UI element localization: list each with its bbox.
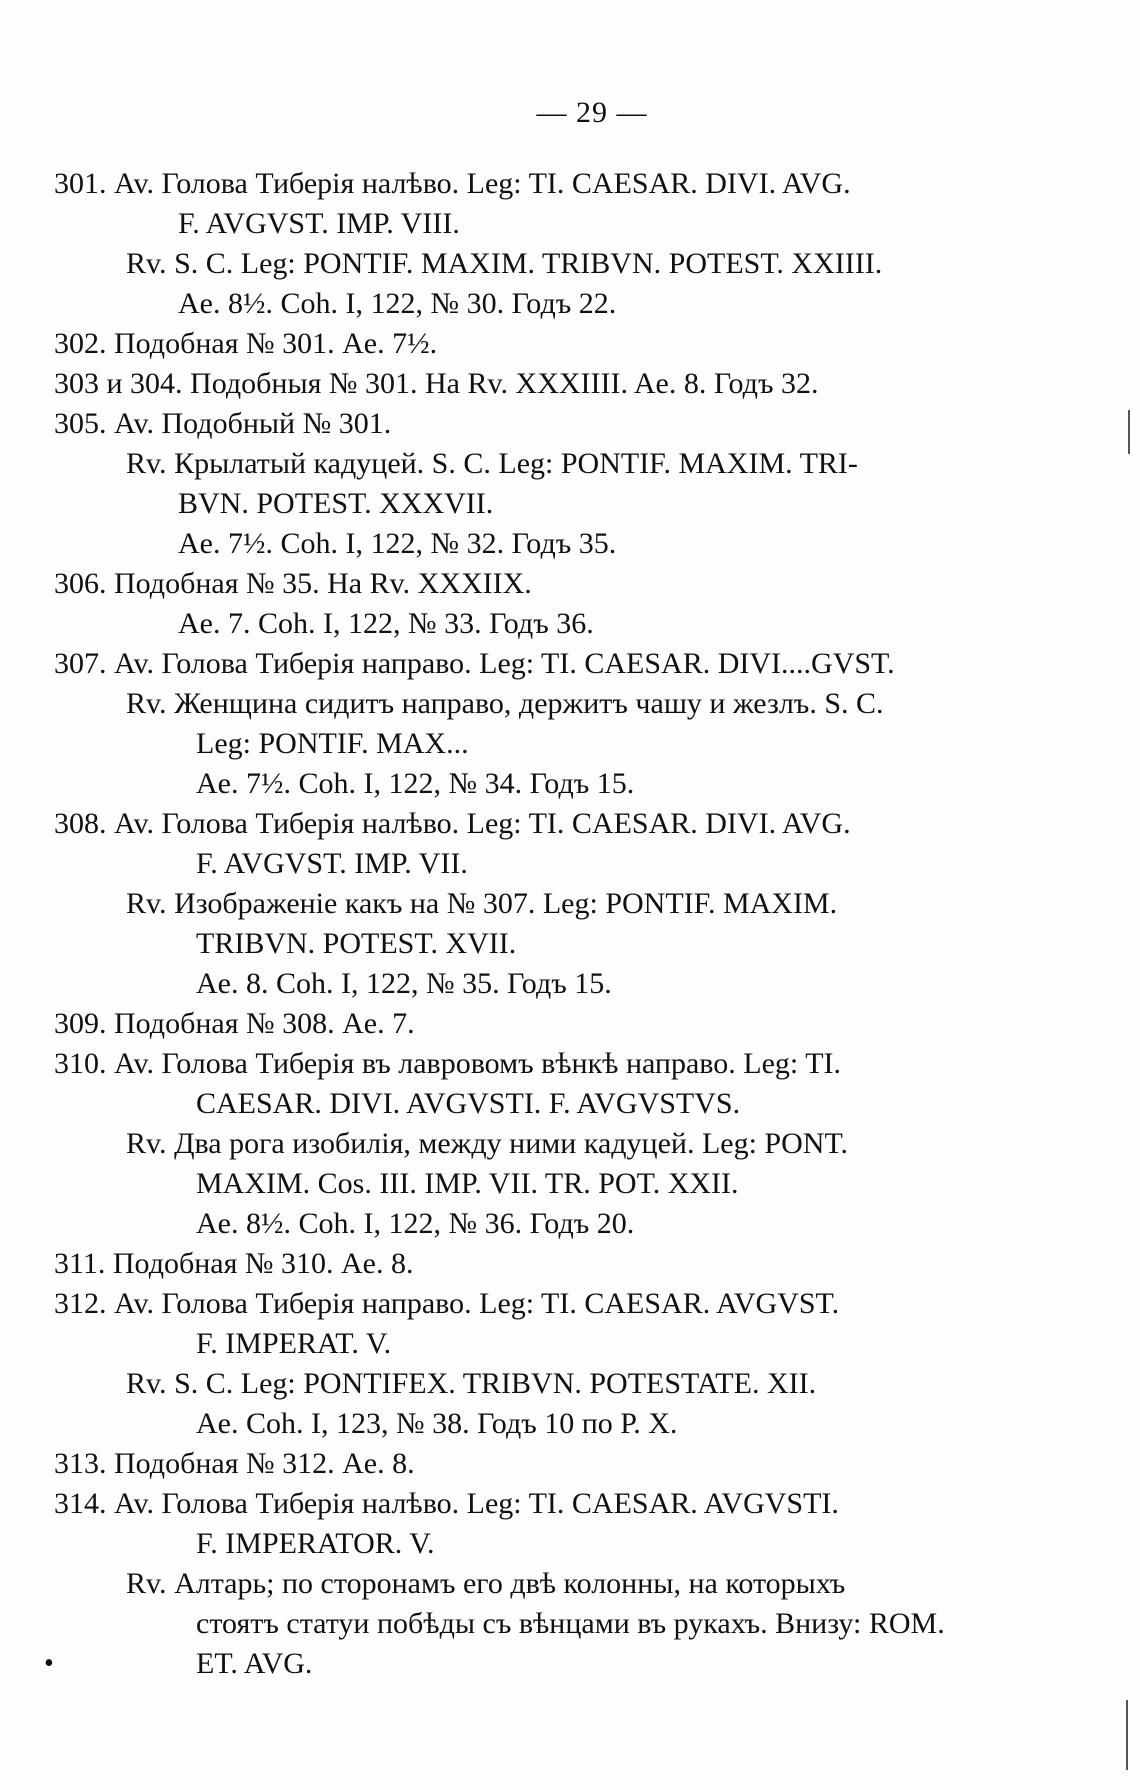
line-text: Ae. 7½. Coh. I, 122, № 32. Годъ 35. (178, 527, 617, 560)
line-text: Два рога изобилія, между ними кадуцей. Leg: PONT. (174, 1127, 849, 1160)
line-text: и 304. Подобныя № 301. На Rv. XXXIIII. Ae. 8. Годъ 32. (106, 367, 819, 400)
entry-line (196, 1166, 739, 1202)
entry-line (196, 926, 516, 962)
entry-line (196, 966, 612, 1002)
entry-number: 309. (54, 1007, 107, 1040)
line-text: BVN. POTEST. XXXVII. (178, 487, 494, 520)
line-text: Голова Тиберія налѣво. Leg: TI. CAESAR. DIVI. AVG. (161, 167, 851, 200)
entry-line (54, 406, 391, 442)
scan-edge-mark (1128, 410, 1130, 454)
entry-line (54, 166, 851, 202)
line-text: Голова Тиберія направо. Leg: TI. CAESAR. AVGVST. (161, 1287, 840, 1320)
line-text: Ae. Coh. I, 123, № 38. Годъ 10 по Р. X. (196, 1407, 678, 1440)
line-text: F. AVGVST. IMP. VIII. (178, 207, 460, 240)
entry-line (178, 286, 616, 322)
line-text: Ae. 7. Coh. I, 122, № 33. Годъ 36. (178, 607, 594, 640)
coin-side: Av. (114, 807, 154, 840)
coin-side: Av. (114, 1287, 154, 1320)
line-text: Голова Тиберія налѣво. Leg: TI. CAESAR. DIVI. AVG. (161, 807, 851, 840)
entry-number: 308. (54, 807, 107, 840)
entry-number: 306. (54, 567, 107, 600)
line-text: Подобная № 301. Ae. 7½. (114, 327, 438, 360)
entry-number: 314. (54, 1487, 107, 1520)
line-text: F. IMPERATOR. V. (196, 1527, 435, 1560)
entry-line (196, 726, 469, 762)
entry-line (54, 566, 532, 602)
entry-line (54, 1286, 839, 1322)
line-text: Голова Тиберія въ лавровомъ вѣнкѣ направо. Leg: TI. (161, 1047, 842, 1080)
entry-number: 313. (54, 1447, 107, 1480)
line-text: Ae. 8. Coh. I, 122, № 35. Годъ 15. (196, 967, 612, 1000)
entry-line (196, 1526, 435, 1562)
entry-number: 310. (54, 1047, 107, 1080)
entry-line (54, 806, 851, 842)
entry-line (196, 846, 468, 882)
line-text: TRIBVN. POTEST. XVII. (196, 927, 517, 960)
entry-number: 303 (54, 367, 99, 400)
coin-side: Rv. (126, 1567, 167, 1600)
line-text: Подобная № 312. Ae. 8. (114, 1447, 415, 1480)
coin-side: Rv. (126, 447, 167, 480)
line-text: MAXIM. Cos. III. IMP. VII. TR. POT. XXII. (196, 1167, 739, 1200)
entry-line (196, 1326, 391, 1362)
scan-speck: • (44, 1648, 54, 1679)
line-text: Женщина сидитъ направо, держитъ чашу и жезлъ. S. C. (174, 687, 884, 720)
line-text: ET. AVG. (196, 1647, 313, 1680)
entry-line (54, 646, 895, 682)
coin-side: Rv. (126, 247, 167, 280)
coin-side: Av. (114, 1487, 154, 1520)
line-text: F. AVGVST. IMP. VII. (196, 847, 468, 880)
entry-line (54, 366, 818, 402)
entry-number: 301. (54, 167, 107, 200)
entry-line (196, 1646, 312, 1682)
line-text: S. C. Leg: PONTIF. MAXIM. TRIBVN. POTEST. XXIIII. (174, 247, 883, 280)
entry-line (54, 1486, 839, 1522)
line-text: Крылатый кадуцей. S. C. Leg: PONTIF. MAXIM. TRI- (174, 447, 858, 480)
entry-line (196, 1606, 945, 1642)
line-text: Подобная № 308. Ae. 7. (114, 1007, 415, 1040)
entry-number: 312. (54, 1287, 107, 1320)
entry-line (126, 1126, 848, 1162)
entry-line (196, 1086, 740, 1122)
entry-line (54, 1446, 415, 1482)
scan-edge-mark (1126, 1700, 1128, 1770)
coin-side: Rv. (126, 1367, 167, 1400)
entry-line (196, 1206, 634, 1242)
entry-line (178, 606, 594, 642)
line-text: стоятъ статуи побѣды съ вѣнцами въ рукахъ. Внизу: ROM. (196, 1607, 945, 1640)
entry-line (54, 1046, 841, 1082)
entry-line (196, 766, 634, 802)
coin-side: Rv. (126, 887, 167, 920)
coin-side: Av. (114, 1047, 154, 1080)
coin-side: Rv. (126, 687, 167, 720)
entry-line (54, 1246, 414, 1282)
line-text: Ae. 8½. Coh. I, 122, № 36. Годъ 20. (196, 1207, 635, 1240)
line-text: Ae. 7½. Coh. I, 122, № 34. Годъ 15. (196, 767, 635, 800)
line-text: Подобная № 35. На Rv. XXXIIX. (114, 567, 532, 600)
line-text: CAESAR. DIVI. AVGVSTI. F. AVGVSTVS. (196, 1087, 741, 1120)
entry-line (126, 246, 882, 282)
line-text: Голова Тиберія направо. Leg: TI. CAESAR. DIVI....GVST. (161, 647, 895, 680)
entry-line (196, 1406, 677, 1442)
entry-line (126, 886, 837, 922)
coin-side: Av. (114, 167, 154, 200)
line-text: F. IMPERAT. V. (196, 1327, 392, 1360)
entry-line (126, 1566, 845, 1602)
entry-line (178, 206, 460, 242)
entry-number: 305. (54, 407, 107, 440)
line-text: Изображеніе какъ на № 307. Leg: PONTIF. MAXIM. (174, 887, 838, 920)
entry-line (126, 446, 858, 482)
coin-side: Av. (114, 647, 154, 680)
line-text: Алтарь; по сторонамъ его двѣ колонны, на которыхъ (174, 1567, 846, 1600)
line-text: Голова Тиберія налѣво. Leg: TI. CAESAR. AVGVSTI. (161, 1487, 839, 1520)
entry-line (178, 526, 616, 562)
entry-line (126, 1366, 816, 1402)
entry-number: 307. (54, 647, 107, 680)
entry-line (126, 686, 884, 722)
entry-line (54, 1006, 415, 1042)
coin-side: Rv. (126, 1127, 167, 1160)
entry-line (54, 326, 437, 362)
coin-side: Av. (114, 407, 154, 440)
entry-number: 311. (54, 1247, 106, 1280)
line-text: Подобная № 310. Ae. 8. (112, 1247, 414, 1280)
entry-line (178, 486, 493, 522)
line-text: Подобный № 301. (161, 407, 392, 440)
line-text: Leg: PONTIF. MAX... (196, 727, 469, 760)
entry-number: 302. (54, 327, 107, 360)
line-text: Ae. 8½. Coh. I, 122, № 30. Годъ 22. (178, 287, 617, 320)
line-text: S. C. Leg: PONTIFEX. TRIBVN. POTESTATE. XII. (174, 1367, 817, 1400)
page-number: — 29 — (536, 96, 648, 129)
